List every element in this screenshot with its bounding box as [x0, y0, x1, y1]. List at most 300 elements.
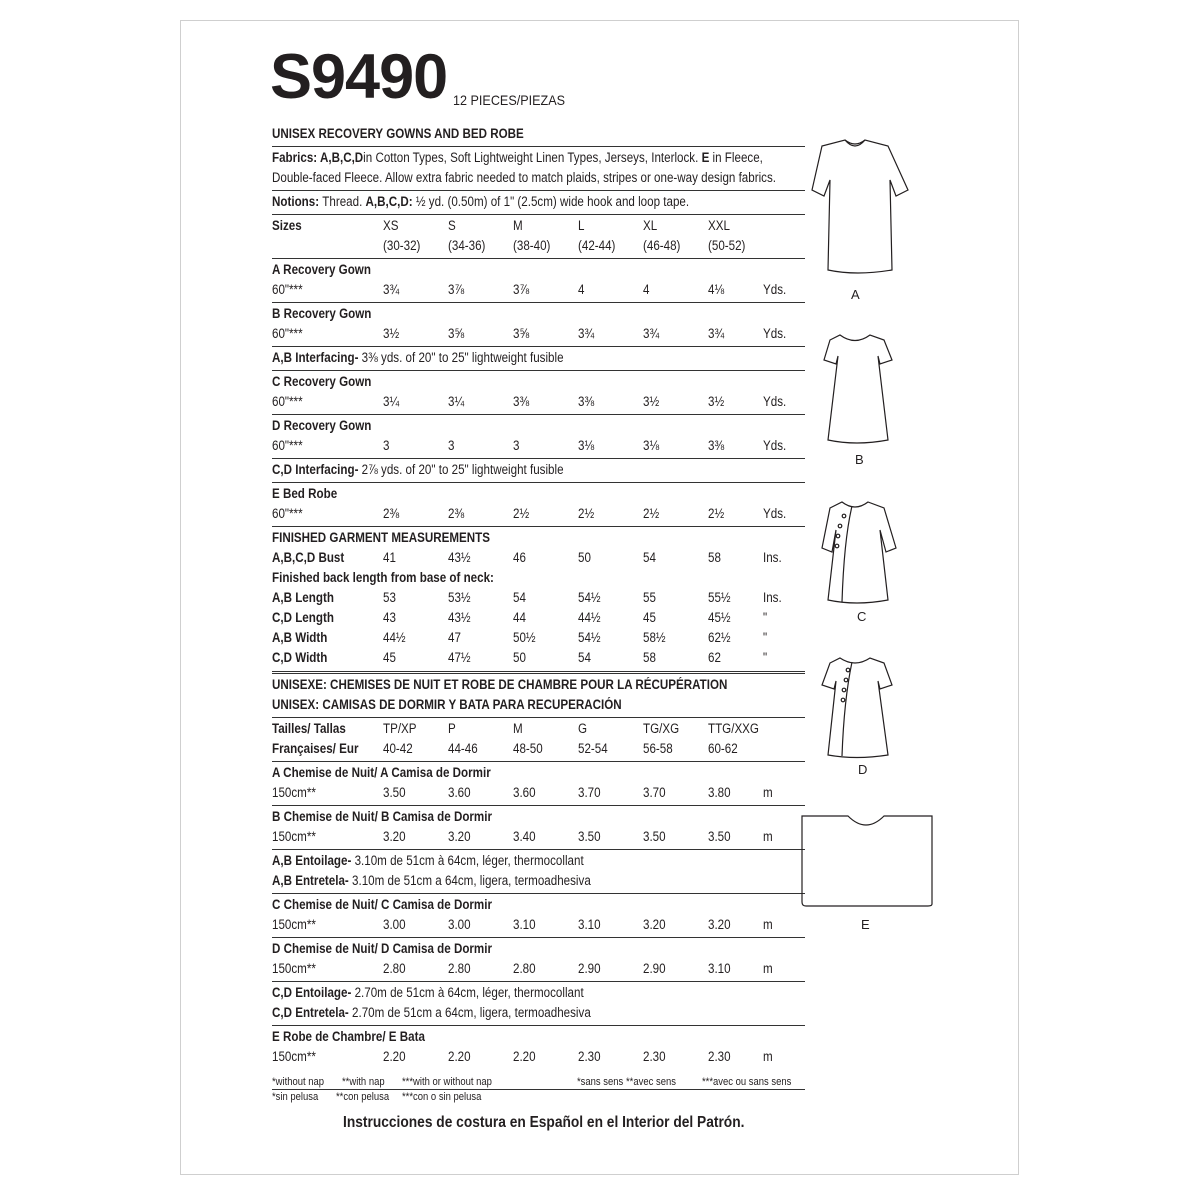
- row-label: [272, 719, 358, 739]
- size-value-text: 56-58: [643, 741, 673, 756]
- section-heading: [272, 763, 805, 783]
- heading-text: D Chemise de Nuit/ D Camisa de Dormir: [272, 941, 493, 956]
- size-value-text: 60-62: [708, 741, 738, 756]
- size-value: [643, 392, 662, 412]
- size-value-text: 2½: [578, 506, 595, 521]
- size-value-text: 58½: [643, 630, 666, 645]
- size-value: [448, 739, 483, 759]
- size-value-text: 3½: [708, 394, 725, 409]
- size-value-text: 2½: [643, 506, 660, 521]
- row-label: [272, 783, 323, 803]
- size-value-text: 55: [643, 590, 656, 605]
- size-value: [513, 719, 524, 739]
- size-value: [708, 392, 727, 412]
- size-value: [708, 783, 734, 803]
- heading-text: A Chemise de Nuit/ A Camisa de Dormir: [272, 765, 491, 780]
- size-value-text: 2.90: [643, 961, 666, 976]
- row-label: [272, 588, 344, 608]
- section-heading: [272, 895, 805, 915]
- row-label: [272, 628, 336, 648]
- view-d-drawing: [822, 658, 892, 758]
- size-value: [513, 959, 539, 979]
- size-value: [513, 392, 532, 412]
- size-value-text: 54: [578, 650, 591, 665]
- size-value-text: 45½: [708, 610, 731, 625]
- size-value: [708, 608, 734, 628]
- size-value: [383, 783, 409, 803]
- value-row: [272, 324, 805, 344]
- note-text: [272, 148, 763, 168]
- note-run: C,D Entoilage-: [272, 985, 355, 1000]
- size-value-text: 43: [383, 610, 396, 625]
- unit-text: Yds.: [763, 282, 787, 297]
- note-text: [272, 192, 689, 212]
- size-value: [708, 648, 723, 668]
- size-value: [448, 1047, 474, 1067]
- size-value: [448, 783, 474, 803]
- size-value: [448, 628, 463, 648]
- unit-text: ": [763, 630, 768, 645]
- size-value: [448, 608, 474, 628]
- note-run: Thread.: [322, 194, 366, 209]
- section-heading: [272, 124, 805, 144]
- unit-text: Yds.: [763, 394, 787, 409]
- note-row: [272, 192, 805, 212]
- view-label-d: D: [858, 762, 868, 777]
- pattern-number: S9490: [270, 42, 448, 112]
- size-value: [643, 739, 678, 759]
- note-row: [272, 871, 805, 891]
- size-value-text: 4: [643, 282, 650, 297]
- size-value-text: 50: [578, 550, 591, 565]
- size-value: [513, 1047, 539, 1067]
- row-label-text: C,D Length: [272, 610, 334, 625]
- size-value: [513, 436, 521, 456]
- size-value: [578, 959, 604, 979]
- size-value: [643, 588, 658, 608]
- size-value-text: TTG/XXG: [708, 721, 759, 736]
- section-heading: [272, 304, 805, 324]
- size-value: [578, 392, 597, 412]
- heading-text: UNISEXE: CHEMISES DE NUIT ET ROBE DE CHAMBRE POUR LA RÉCUPÉRATION: [272, 677, 728, 692]
- size-value: [383, 915, 409, 935]
- section-heading: [272, 939, 805, 959]
- unit-text: Ins.: [763, 550, 782, 565]
- unit: [763, 783, 774, 803]
- unit-text: Yds.: [763, 326, 787, 341]
- size-value-text: 62½: [708, 630, 731, 645]
- row-label-text: 60"***: [272, 394, 303, 409]
- footnote: **avec sens: [626, 1076, 676, 1088]
- size-value: [643, 1047, 669, 1067]
- size-value: [708, 719, 767, 739]
- size-value-text: 3.10: [708, 961, 731, 976]
- heading-text: B Chemise de Nuit/ B Camisa de Dormir: [272, 809, 493, 824]
- size-value-text: 3⅝: [448, 326, 465, 341]
- size-value-text: XS: [383, 218, 399, 233]
- size-value-text: 47½: [448, 650, 471, 665]
- size-value: [448, 280, 467, 300]
- unit: [763, 827, 774, 847]
- size-value-text: 3⅛: [643, 438, 660, 453]
- size-value: [643, 827, 669, 847]
- row-label: [272, 648, 336, 668]
- size-value-text: (38-40): [513, 238, 551, 253]
- size-value-text: 3.50: [708, 829, 731, 844]
- size-value-text: G: [578, 721, 588, 736]
- unit-text: m: [763, 961, 773, 976]
- size-value: [643, 628, 669, 648]
- size-value-text: 45: [383, 650, 396, 665]
- size-value-text: 44½: [578, 610, 601, 625]
- divider: [272, 526, 805, 527]
- size-value-text: 3½: [643, 394, 660, 409]
- heading-text: D Recovery Gown: [272, 418, 372, 433]
- row-label: [272, 915, 323, 935]
- unit: [763, 915, 774, 935]
- heading-text: UNISEX RECOVERY GOWNS AND BED ROBE: [272, 126, 524, 141]
- size-value: [383, 392, 402, 412]
- divider: [272, 370, 805, 371]
- size-value: [578, 827, 604, 847]
- divider: [272, 849, 805, 850]
- unit: [763, 608, 768, 628]
- heading-text: E Robe de Chambre/ E Bata: [272, 1029, 425, 1044]
- size-value: [643, 504, 662, 524]
- row-label-text: C,D Width: [272, 650, 328, 665]
- size-value: [383, 324, 402, 344]
- footnote: *without nap: [272, 1076, 325, 1088]
- size-value: [383, 216, 401, 236]
- size-value: [708, 216, 734, 236]
- note-run: A,B,C,D:: [365, 194, 416, 209]
- value-row: [272, 548, 805, 568]
- section-heading: [272, 807, 805, 827]
- divider: [272, 937, 805, 938]
- size-value: [448, 236, 492, 256]
- note-run: 2⅞ yds. of 20" to 25" lightweight fusible: [361, 462, 564, 477]
- note-text: [272, 168, 776, 188]
- note-text: [272, 460, 564, 480]
- size-value: [708, 959, 734, 979]
- footnote: **con pelusa: [336, 1091, 390, 1103]
- size-value: [513, 628, 539, 648]
- row-label: [272, 392, 308, 412]
- heading-text: C Recovery Gown: [272, 374, 372, 389]
- size-value-text: 3.40: [513, 829, 536, 844]
- size-value-text: 2.80: [448, 961, 471, 976]
- size-value-text: P: [448, 721, 456, 736]
- size-value: [513, 280, 532, 300]
- size-value: [513, 608, 528, 628]
- size-value-text: 3⅞: [513, 282, 530, 297]
- size-value: [513, 915, 539, 935]
- value-row: [272, 588, 805, 608]
- size-value: [513, 648, 528, 668]
- size-value: [513, 324, 532, 344]
- size-value-text: 3.50: [383, 785, 406, 800]
- size-value-text: 3.10: [578, 917, 601, 932]
- size-value-text: 43½: [448, 610, 471, 625]
- size-value: [643, 719, 685, 739]
- value-row: [272, 436, 805, 456]
- unit-text: m: [763, 785, 773, 800]
- size-value: [643, 436, 662, 456]
- size-value-text: 58: [708, 550, 721, 565]
- row-label: [272, 280, 308, 300]
- size-value-text: 3¾: [643, 326, 660, 341]
- row-label: [272, 436, 308, 456]
- value-row: [272, 216, 805, 236]
- size-value: [448, 504, 467, 524]
- row-label-text: A,B,C,D Bust: [272, 550, 345, 565]
- value-row: [272, 648, 805, 668]
- value-row: [272, 504, 805, 524]
- size-value: [578, 588, 604, 608]
- size-value-text: 3.10: [513, 917, 536, 932]
- size-value-text: 4⅛: [708, 282, 725, 297]
- size-value-text: 52-54: [578, 741, 608, 756]
- row-label-text: 60"***: [272, 282, 303, 297]
- technical-drawings: [800, 130, 940, 930]
- size-value: [383, 436, 391, 456]
- size-value: [578, 436, 597, 456]
- size-value-text: 3.50: [643, 829, 666, 844]
- size-value: [578, 628, 604, 648]
- size-value-text: 2½: [708, 506, 725, 521]
- size-value: [708, 1047, 734, 1067]
- size-value: [643, 648, 658, 668]
- note-row: [272, 460, 805, 480]
- size-value: [448, 648, 474, 668]
- note-row: [272, 168, 805, 188]
- size-value: [448, 915, 474, 935]
- heading-text: B Recovery Gown: [272, 306, 372, 321]
- row-label: [272, 1047, 323, 1067]
- note-run: 3.10m de 51cm a 64cm, ligera, termoadhesiva: [352, 873, 591, 888]
- value-row: [272, 915, 805, 935]
- unit: [763, 280, 790, 300]
- row-label: [272, 216, 307, 236]
- value-row: [272, 719, 805, 739]
- size-value-text: 40-42: [383, 741, 413, 756]
- size-value-text: 46: [513, 550, 526, 565]
- size-value-text: 2.80: [383, 961, 406, 976]
- row-label: [272, 324, 308, 344]
- unit-text: m: [763, 829, 773, 844]
- unit-text: ": [763, 650, 768, 665]
- note-text: [272, 851, 584, 871]
- size-value: [383, 236, 427, 256]
- size-value-text: S: [448, 218, 456, 233]
- size-value-text: 3.60: [448, 785, 471, 800]
- unit: [763, 648, 768, 668]
- size-value: [448, 548, 474, 568]
- size-value: [643, 915, 669, 935]
- unit-text: Ins.: [763, 590, 782, 605]
- row-label: [272, 548, 356, 568]
- divider: [272, 214, 805, 215]
- size-value: [383, 827, 409, 847]
- size-value-text: 2.20: [513, 1049, 536, 1064]
- note-run: 2.70m de 51cm à 64cm, léger, thermocollant: [354, 985, 584, 1000]
- size-value: [708, 628, 734, 648]
- footnote: ***con o sin pelusa: [402, 1091, 482, 1103]
- footnote: *sans sens: [577, 1076, 624, 1088]
- note-run: A,B Interfacing-: [272, 350, 362, 365]
- size-value-text: TP/XP: [383, 721, 417, 736]
- size-value: [513, 588, 528, 608]
- value-row: [272, 236, 805, 256]
- row-label-text: 150cm**: [272, 785, 316, 800]
- size-value-text: 3⅜: [578, 394, 595, 409]
- size-value: [383, 959, 409, 979]
- size-value-text: M: [513, 721, 523, 736]
- size-value-text: 54½: [578, 630, 601, 645]
- size-value-text: 47: [448, 630, 461, 645]
- size-value-text: 54: [643, 550, 656, 565]
- size-value: [708, 588, 734, 608]
- size-value: [578, 504, 597, 524]
- unit: [763, 548, 785, 568]
- size-value: [448, 719, 457, 739]
- heading-text: A Recovery Gown: [272, 262, 371, 277]
- row-label-text: Françaises/ Eur: [272, 741, 359, 756]
- size-value-text: 3¼: [383, 394, 400, 409]
- view-label-b: B: [855, 452, 864, 467]
- divider: [272, 346, 805, 347]
- size-value: [383, 608, 398, 628]
- size-value: [383, 280, 402, 300]
- divider: [272, 482, 805, 483]
- size-value: [448, 959, 474, 979]
- size-value: [708, 827, 734, 847]
- size-value-text: 50: [513, 650, 526, 665]
- heading-text: C Chemise de Nuit/ C Camisa de Dormir: [272, 897, 493, 912]
- note-row: [272, 1003, 805, 1023]
- heading-text: E Bed Robe: [272, 486, 338, 501]
- size-value: [578, 324, 597, 344]
- piece-count: 12 PIECES/PIEZAS: [453, 92, 566, 108]
- note-run: in Cotton Types, Soft Lightweight Linen Types, Jerseys, Interlock.: [363, 150, 702, 165]
- note-run: A,B Entoilage-: [272, 853, 355, 868]
- size-value-text: 2.20: [383, 1049, 406, 1064]
- row-label-text: 60"***: [272, 506, 303, 521]
- view-a-drawing: [812, 140, 908, 273]
- note-run: 3.10m de 51cm à 64cm, léger, thermocollant: [354, 853, 584, 868]
- row-label: [272, 959, 323, 979]
- note-run: 3⅜ yds. of 20" to 25" lightweight fusible: [361, 350, 564, 365]
- size-value: [643, 324, 662, 344]
- unit: [763, 1047, 774, 1067]
- size-value-text: 55½: [708, 590, 731, 605]
- divider: [272, 1025, 805, 1026]
- size-value: [578, 719, 589, 739]
- row-label-text: 150cm**: [272, 917, 316, 932]
- size-value-text: 3⅜: [708, 438, 725, 453]
- size-value-text: 3⅞: [448, 282, 465, 297]
- heading-text: FINISHED GARMENT MEASUREMENTS: [272, 530, 491, 545]
- size-value: [578, 216, 586, 236]
- size-value-text: 3: [448, 438, 455, 453]
- size-value: [643, 783, 669, 803]
- value-row: [272, 392, 805, 412]
- size-value-text: 2.20: [448, 1049, 471, 1064]
- size-value: [383, 648, 398, 668]
- size-value: [708, 236, 752, 256]
- size-value: [708, 324, 727, 344]
- size-value: [448, 827, 474, 847]
- note-run: Fabrics:: [272, 150, 320, 165]
- note-run: ½ yd. (0.50m) of 1" (2.5cm) wide hook and loop tape.: [415, 194, 690, 209]
- row-label-text: A,B Length: [272, 590, 334, 605]
- size-value: [578, 739, 613, 759]
- value-row: [272, 608, 805, 628]
- note-run: A,B,C,D: [319, 150, 364, 165]
- footnote: **with nap: [342, 1076, 385, 1088]
- row-label-text: 60"***: [272, 326, 303, 341]
- size-value: [513, 216, 524, 236]
- size-value-text: XL: [643, 218, 658, 233]
- size-value-text: 3¼: [448, 394, 465, 409]
- size-value-text: 3: [383, 438, 390, 453]
- size-value-text: 53: [383, 590, 396, 605]
- size-value: [578, 608, 604, 628]
- size-value: [643, 608, 658, 628]
- divider: [272, 717, 805, 718]
- size-value-text: (42-44): [578, 238, 616, 253]
- note-run: C,D Interfacing-: [272, 462, 362, 477]
- size-value-text: 3.20: [708, 917, 731, 932]
- note-text: [272, 1003, 591, 1023]
- row-label-text: A,B Width: [272, 630, 328, 645]
- double-divider: [272, 671, 805, 674]
- divider: [272, 805, 805, 806]
- divider: [272, 893, 805, 894]
- section-heading: [272, 528, 805, 548]
- size-value-text: 3.70: [643, 785, 666, 800]
- size-value-text: M: [513, 218, 523, 233]
- value-row: [272, 827, 805, 847]
- unit: [763, 504, 790, 524]
- size-value: [513, 548, 528, 568]
- section-heading: [272, 260, 805, 280]
- note-row: [272, 348, 805, 368]
- unit: [763, 324, 790, 344]
- size-value-text: 3½: [383, 326, 400, 341]
- footnote: ***avec ou sans sens: [702, 1076, 792, 1088]
- note-text: [272, 871, 591, 891]
- size-value: [643, 548, 658, 568]
- value-row: [272, 783, 805, 803]
- size-value: [578, 236, 622, 256]
- unit-text: ": [763, 610, 768, 625]
- value-row: [272, 1047, 805, 1067]
- size-value: [578, 1047, 604, 1067]
- unit: [763, 436, 790, 456]
- view-e-drawing: [802, 816, 932, 906]
- size-value-text: 3.00: [448, 917, 471, 932]
- note-row: [272, 851, 805, 871]
- size-value-text: 44-46: [448, 741, 478, 756]
- size-value: [708, 739, 743, 759]
- view-c-drawing: [822, 502, 896, 603]
- size-value-text: 3¾: [578, 326, 595, 341]
- size-value: [513, 739, 548, 759]
- unit: [763, 392, 790, 412]
- divider: [272, 414, 805, 415]
- size-value-text: 41: [383, 550, 396, 565]
